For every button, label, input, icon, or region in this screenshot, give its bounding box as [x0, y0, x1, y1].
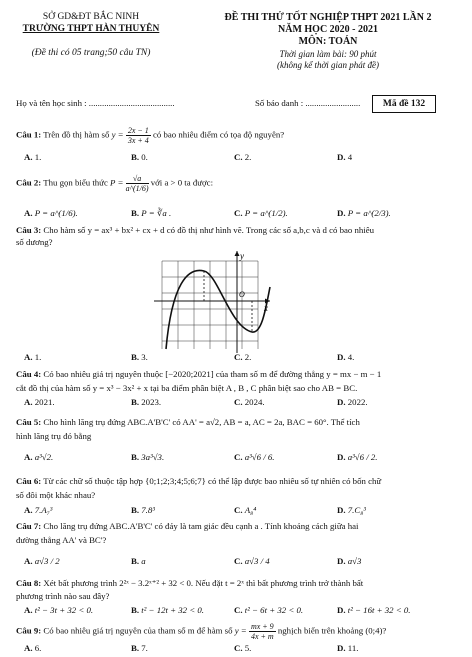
question-label: Câu 1:	[16, 129, 42, 140]
time-note: (không kể thời gian phát đề)	[276, 60, 380, 70]
option-c[interactable]: C. 2.	[234, 152, 252, 162]
option-c[interactable]: C. 2.	[234, 352, 252, 362]
dept-name: SỞ GD&ĐT BẮC NINH	[42, 12, 140, 22]
time-limit: Thời gian làm bài: 90 phút	[279, 49, 377, 59]
subject: MÔN: TOÁN	[298, 36, 358, 47]
option-b[interactable]: B. 0.	[131, 152, 148, 162]
option-c[interactable]: C. P = a^(1/2).	[234, 208, 288, 218]
pages-note: (Đề thi có 05 trang;50 câu TN)	[31, 48, 151, 58]
question-4: Câu 4: Có bao nhiêu giá trị nguyên thuộc [−2020;2021] của tham số m để đường thẳng y = mx − m − 1	[16, 369, 382, 379]
exam-title: ĐỀ THI THỬ TỐT NGHIỆP THPT 2021 LẦN 2	[224, 12, 432, 23]
candidate-id-line: Số báo danh : .........................	[255, 98, 361, 108]
option-b[interactable]: B. t² − 12t + 32 < 0.	[131, 605, 205, 615]
school-name: TRƯỜNG THPT HÀN THUYÊN	[22, 24, 160, 34]
option-c[interactable]: C. A₈⁴	[234, 505, 257, 515]
option-a[interactable]: A. t² − 3t + 32 < 0.	[24, 605, 94, 615]
question-6-cont: số đôi một khác nhau?	[16, 490, 96, 500]
question-5-cont: hình lăng trụ đó bằng	[16, 431, 92, 441]
option-a[interactable]: A. 7.A₇³	[24, 505, 53, 515]
option-d[interactable]: D. 11.	[337, 643, 359, 653]
curve	[166, 270, 270, 349]
origin-label: O	[239, 290, 245, 299]
function-name: y =	[111, 129, 124, 140]
option-b[interactable]: B. 2023.	[131, 397, 162, 407]
option-a[interactable]: A. a√3 / 2	[24, 556, 60, 566]
option-a[interactable]: A. a³√2.	[24, 452, 54, 462]
x-axis-label: x	[264, 303, 268, 313]
question-9: Câu 9: Có bao nhiêu giá trị nguyên của tham số m để hàm số y = $\frac{mx + 9}{4x + m}$ nghịch biến trên khoảng (0;4)?	[16, 622, 387, 641]
question-3: Câu 3: Cho hàm số y = ax³ + bx² + cx + d có đồ thị như hình vẽ. Trong các số a,b,c và d có bao nhiêu	[16, 225, 375, 235]
y-axis-label: y	[240, 251, 244, 261]
option-d[interactable]: D. P = a^(2/3).	[337, 208, 391, 218]
option-c[interactable]: C. 5.	[234, 643, 252, 653]
fraction: $\frac{√a}{a\^{}(1/6)}$	[125, 174, 149, 193]
question-2: Câu 2: Thu gọn biểu thức P = $\frac{√a}{a\^{}(1/6)}$ với a > 0 ta được:	[16, 174, 214, 193]
option-b[interactable]: B. 7.8³	[131, 505, 155, 515]
candidate-name-line: Họ và tên học sinh : .......................................	[16, 98, 175, 108]
option-d[interactable]: D. a³√6 / 2.	[337, 452, 378, 462]
question-1	[16, 126, 284, 145]
option-b[interactable]: B. a	[131, 556, 146, 566]
question-7-cont: đường thẳng AA' và BC'?	[16, 535, 107, 545]
question-7: Câu 7: Cho lăng trụ đứng ABC.A'B'C' có đáy là tam giác đều cạnh a . Tính khoảng cách giữa hai	[16, 521, 359, 531]
option-c[interactable]: C. t² − 6t + 32 < 0.	[234, 605, 304, 615]
option-c[interactable]: C. 2024.	[234, 397, 265, 407]
question-text: Trên đồ thị hàm số	[43, 129, 110, 140]
option-d[interactable]: D. 4.	[337, 352, 355, 362]
option-a[interactable]: A. P = a^(1/6).	[24, 208, 78, 218]
option-d[interactable]: D. a√3	[337, 556, 362, 566]
option-d[interactable]: D. 7.C₈³	[337, 505, 366, 515]
question-6: Câu 6: Từ các chữ số thuộc tập hợp {0;1;2;3;4;5;6;7} có thể lập được bao nhiêu số tự nhiên có bốn chữ	[16, 476, 382, 486]
option-d[interactable]: D. 4	[337, 152, 353, 162]
question-8-cont: phương trình nào sau đây?	[16, 591, 110, 601]
option-a[interactable]: A. 6.	[24, 643, 42, 653]
option-a[interactable]: A. 1.	[24, 152, 42, 162]
option-a[interactable]: A. 2021.	[24, 397, 55, 407]
option-b[interactable]: B. 3a³√3.	[131, 452, 165, 462]
fraction: $\frac{2x - 1}{3x + 4}$	[127, 126, 149, 145]
question-8: Câu 8: Xét bất phương trình 2²ˣ − 3.2ˣ⁺² + 32 < 0. Nếu đặt t = 2ˣ thì bất phương trình trở thành bất	[16, 578, 364, 588]
option-d[interactable]: D. t² − 16t + 32 < 0.	[337, 605, 411, 615]
fraction: $\frac{mx + 9}{4x + m}$	[250, 622, 274, 641]
cubic-graph	[148, 247, 278, 355]
option-d[interactable]: D. 2022.	[337, 397, 368, 407]
question-4-cont: cắt đồ thị của hàm số y = x³ − 3x² + x tại ba điểm phân biệt A , B , C phân biệt sao cho AB = BC.	[16, 383, 358, 393]
option-a[interactable]: A. 1.	[24, 352, 42, 362]
option-c[interactable]: C. a³√6 / 6.	[234, 452, 275, 462]
option-b[interactable]: B. P = ∛a .	[131, 208, 172, 218]
exam-code-box: Mã đề 132	[372, 95, 436, 113]
option-c[interactable]: C. a√3 / 4	[234, 556, 270, 566]
question-text: có bao nhiêu điểm có tọa độ nguyên?	[152, 129, 285, 140]
question-5: Câu 5: Cho hình lăng trụ đứng ABC.A'B'C' có AA' = a√2, AB = a, AC = 2a, BAC = 60°. Thể tích	[16, 417, 360, 427]
option-b[interactable]: B. 3.	[131, 352, 148, 362]
school-year: NĂM HỌC 2020 - 2021	[278, 24, 378, 35]
option-b[interactable]: B. 7.	[131, 643, 148, 653]
question-3-cont: số dương?	[16, 237, 53, 247]
